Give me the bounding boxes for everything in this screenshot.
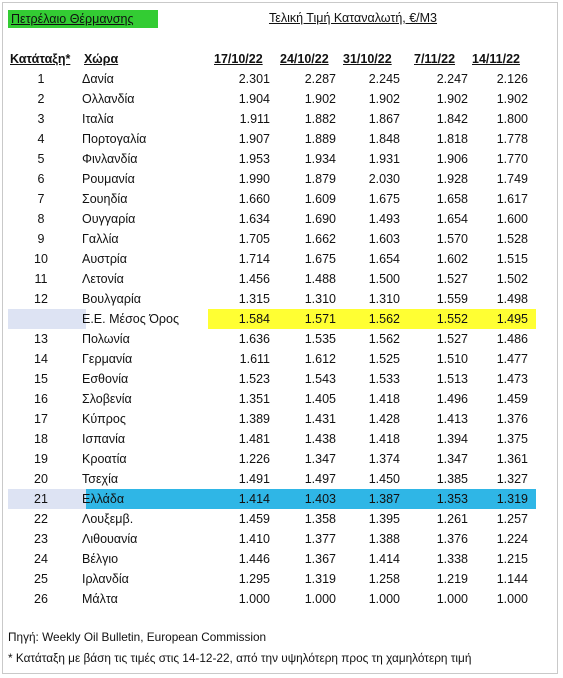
country-cell: Ε.Ε. Μέσος Όρος xyxy=(82,312,180,326)
price-cell: 1.310 xyxy=(368,292,400,306)
price-cell: 1.749 xyxy=(496,172,528,186)
price-cell: 1.367 xyxy=(304,552,336,566)
eu-average-row xyxy=(8,309,528,329)
price-cell: 1.459 xyxy=(496,392,528,406)
rank-cell: 8 xyxy=(37,212,45,226)
table-row xyxy=(8,529,528,549)
page-title: Πετρέλαιο Θέρμανσης xyxy=(8,10,158,28)
price-cell: 1.675 xyxy=(304,252,336,266)
rank-cell: 24 xyxy=(34,552,48,566)
price-cell: 1.315 xyxy=(238,292,270,306)
price-cell: 1.525 xyxy=(368,352,400,366)
rank-cell: 22 xyxy=(34,512,48,526)
price-cell: 1.904 xyxy=(238,92,270,106)
price-cell: 1.000 xyxy=(238,592,270,606)
table-row xyxy=(8,229,528,249)
price-cell: 1.527 xyxy=(436,272,468,286)
price-cell: 2.030 xyxy=(368,172,400,186)
rank-cell: 3 xyxy=(37,112,45,126)
country-cell: Ιρλανδία xyxy=(82,572,129,586)
price-cell: 1.431 xyxy=(304,412,336,426)
price-cell: 1.497 xyxy=(304,472,336,486)
country-cell: Γαλλία xyxy=(82,232,119,246)
rank-cell: 5 xyxy=(37,152,45,166)
price-cell: 1.327 xyxy=(496,472,528,486)
country-cell: Αυστρία xyxy=(82,252,127,266)
header-country: Χώρα xyxy=(84,52,119,66)
price-cell: 1.528 xyxy=(496,232,528,246)
price-cell: 1.562 xyxy=(368,312,400,326)
rank-cell: 13 xyxy=(34,332,48,346)
rank-cell: 25 xyxy=(34,572,48,586)
price-cell: 1.906 xyxy=(436,152,468,166)
price-cell: 1.258 xyxy=(368,572,400,586)
rank-cell: 10 xyxy=(34,252,48,266)
price-cell: 1.500 xyxy=(368,272,400,286)
table-row xyxy=(8,209,528,229)
price-cell: 1.882 xyxy=(304,112,336,126)
rank-cell: 4 xyxy=(37,132,45,146)
price-cell: 1.705 xyxy=(238,232,270,246)
price-cell: 1.654 xyxy=(436,212,468,226)
price-cell: 1.295 xyxy=(238,572,270,586)
table-row xyxy=(8,349,528,369)
price-cell: 1.902 xyxy=(304,92,336,106)
country-cell: Λουξεμβ. xyxy=(82,512,134,526)
price-cell: 1.562 xyxy=(368,332,400,346)
table-row xyxy=(8,449,528,469)
rank-cell: 21 xyxy=(34,492,48,506)
price-cell: 1.527 xyxy=(436,332,468,346)
price-cell: 1.438 xyxy=(304,432,336,446)
price-cell: 1.219 xyxy=(436,572,468,586)
price-cell: 1.617 xyxy=(496,192,528,206)
header-date-2: 24/10/22 xyxy=(280,52,329,66)
price-cell: 1.690 xyxy=(304,212,336,226)
country-cell: Μάλτα xyxy=(82,592,118,606)
rank-cell: 6 xyxy=(37,172,45,186)
greece-row xyxy=(8,489,528,509)
rank-cell: 19 xyxy=(34,452,48,466)
price-cell: 1.144 xyxy=(496,572,528,586)
price-cell: 1.319 xyxy=(304,572,336,586)
price-cell: 1.612 xyxy=(304,352,336,366)
price-cell: 1.990 xyxy=(238,172,270,186)
price-cell: 1.848 xyxy=(368,132,400,146)
price-cell: 1.658 xyxy=(436,192,468,206)
table-row xyxy=(8,289,528,309)
country-cell: Φινλανδία xyxy=(82,152,138,166)
price-cell: 1.867 xyxy=(368,112,400,126)
price-cell: 1.902 xyxy=(368,92,400,106)
price-cell: 1.570 xyxy=(436,232,468,246)
price-cell: 1.523 xyxy=(238,372,270,386)
price-cell: 1.634 xyxy=(238,212,270,226)
rank-cell: 2 xyxy=(37,92,45,106)
rank-cell: 1 xyxy=(37,72,45,86)
price-cell: 1.410 xyxy=(238,532,270,546)
country-cell: Λετονία xyxy=(82,272,124,286)
price-cell: 1.953 xyxy=(238,152,270,166)
price-cell: 1.902 xyxy=(436,92,468,106)
price-cell: 1.654 xyxy=(368,252,400,266)
rank-cell: 12 xyxy=(34,292,48,306)
price-cell: 2.126 xyxy=(496,72,528,86)
price-cell: 1.491 xyxy=(238,472,270,486)
price-cell: 1.552 xyxy=(436,312,468,326)
price-cell: 1.675 xyxy=(368,192,400,206)
table-row xyxy=(8,269,528,289)
price-cell: 1.405 xyxy=(304,392,336,406)
country-cell: Πορτογαλία xyxy=(82,132,147,146)
table-row xyxy=(8,589,528,609)
price-cell: 1.477 xyxy=(496,352,528,366)
source-note: Πηγή: Weekly Oil Bulletin, European Commission xyxy=(8,630,267,644)
price-cell: 1.403 xyxy=(304,492,336,506)
price-cell: 1.347 xyxy=(304,452,336,466)
price-cell: 1.842 xyxy=(436,112,468,126)
rank-cell: 26 xyxy=(34,592,48,606)
price-cell: 1.215 xyxy=(496,552,528,566)
price-cell: 1.385 xyxy=(436,472,468,486)
country-cell: Σλοβενία xyxy=(82,392,132,406)
price-cell: 2.301 xyxy=(238,72,270,86)
rank-cell: 17 xyxy=(34,412,48,426)
country-cell: Ιταλία xyxy=(82,112,114,126)
price-cell: 1.376 xyxy=(496,412,528,426)
price-cell: 1.515 xyxy=(496,252,528,266)
country-cell: Ολλανδία xyxy=(82,92,135,106)
price-cell: 1.389 xyxy=(238,412,270,426)
price-cell: 1.224 xyxy=(496,532,528,546)
price-cell: 1.636 xyxy=(238,332,270,346)
price-cell: 1.375 xyxy=(496,432,528,446)
price-cell: 2.245 xyxy=(368,72,400,86)
price-cell: 1.450 xyxy=(368,472,400,486)
header-date-4: 7/11/22 xyxy=(414,52,456,66)
price-cell: 1.934 xyxy=(304,152,336,166)
price-cell: 1.358 xyxy=(304,512,336,526)
table-row xyxy=(8,509,528,529)
price-cell: 1.486 xyxy=(496,332,528,346)
country-cell: Ελλάδα xyxy=(82,492,125,506)
table-row xyxy=(8,129,528,149)
rank-cell: 16 xyxy=(34,392,48,406)
price-cell: 1.498 xyxy=(496,292,528,306)
price-cell: 1.495 xyxy=(496,312,528,326)
price-cell: 1.889 xyxy=(304,132,336,146)
price-cell: 1.387 xyxy=(368,492,400,506)
country-cell: Κροατία xyxy=(82,452,127,466)
price-cell: 1.395 xyxy=(368,512,400,526)
header-date-5: 14/11/22 xyxy=(472,52,520,66)
table-row xyxy=(8,569,528,589)
price-cell: 1.543 xyxy=(304,372,336,386)
rank-cell: 18 xyxy=(34,432,48,446)
country-cell: Ρουμανία xyxy=(82,172,135,186)
price-cell: 1.319 xyxy=(496,492,528,506)
price-cell: 1.488 xyxy=(304,272,336,286)
country-cell: Βουλγαρία xyxy=(82,292,141,306)
price-cell: 1.818 xyxy=(436,132,468,146)
price-cell: 1.481 xyxy=(238,432,270,446)
rank-cell xyxy=(8,309,74,329)
price-cell: 1.414 xyxy=(238,492,270,506)
header-date-1: 17/10/22 xyxy=(214,52,263,66)
table-row xyxy=(8,549,528,569)
price-cell: 1.510 xyxy=(436,352,468,366)
price-cell: 1.513 xyxy=(436,372,468,386)
country-cell: Δανία xyxy=(82,72,114,86)
table-row xyxy=(8,429,528,449)
price-cell: 1.714 xyxy=(238,252,270,266)
price-cell: 1.662 xyxy=(304,232,336,246)
price-cell: 1.533 xyxy=(368,372,400,386)
price-cell: 1.770 xyxy=(496,152,528,166)
price-cell: 1.361 xyxy=(496,452,528,466)
price-cell: 1.446 xyxy=(238,552,270,566)
country-cell: Βέλγιο xyxy=(82,552,119,566)
price-cell: 1.907 xyxy=(238,132,270,146)
price-cell: 1.603 xyxy=(368,232,400,246)
price-cell: 1.347 xyxy=(436,452,468,466)
rank-cell: 11 xyxy=(34,272,48,286)
price-cell: 1.418 xyxy=(368,432,400,446)
price-cell: 2.247 xyxy=(436,72,468,86)
price-cell: 1.374 xyxy=(368,452,400,466)
price-cell: 1.000 xyxy=(496,592,528,606)
price-cell: 1.879 xyxy=(304,172,336,186)
table-row xyxy=(8,329,528,349)
price-cell: 1.778 xyxy=(496,132,528,146)
country-cell: Σουηδία xyxy=(82,192,128,206)
table-subtitle: Τελική Τιμή Καταναλωτή, €/M3 xyxy=(268,11,438,25)
table-row xyxy=(8,189,528,209)
table-row xyxy=(8,169,528,189)
rank-cell: 7 xyxy=(37,192,45,206)
rank-cell: 20 xyxy=(34,472,48,486)
price-cell: 1.496 xyxy=(436,392,468,406)
table-row xyxy=(8,149,528,169)
price-cell: 1.502 xyxy=(496,272,528,286)
price-cell: 1.000 xyxy=(368,592,400,606)
price-cell: 2.287 xyxy=(304,72,336,86)
price-cell: 1.257 xyxy=(496,512,528,526)
table-row xyxy=(8,89,528,109)
price-cell: 1.609 xyxy=(304,192,336,206)
price-cell: 1.928 xyxy=(436,172,468,186)
table-row xyxy=(8,409,528,429)
price-cell: 1.353 xyxy=(436,492,468,506)
table-row xyxy=(8,469,528,489)
price-cell: 1.493 xyxy=(368,212,400,226)
rank-cell: 9 xyxy=(37,232,45,246)
table-row xyxy=(8,109,528,129)
price-cell: 1.473 xyxy=(496,372,528,386)
price-cell: 1.602 xyxy=(436,252,468,266)
price-cell: 1.226 xyxy=(238,452,270,466)
country-cell: Γερμανία xyxy=(82,352,133,366)
price-cell: 1.584 xyxy=(238,312,270,326)
table-row xyxy=(8,249,528,269)
price-cell: 1.931 xyxy=(368,152,400,166)
country-cell: Ουγγαρία xyxy=(82,212,136,226)
price-cell: 1.377 xyxy=(304,532,336,546)
rank-cell: 23 xyxy=(34,532,48,546)
price-cell: 1.600 xyxy=(496,212,528,226)
price-cell: 1.261 xyxy=(436,512,468,526)
header-rank: Κατάταξη* xyxy=(10,52,71,66)
price-cell: 1.902 xyxy=(496,92,528,106)
table-row xyxy=(8,69,528,89)
country-cell: Τσεχία xyxy=(82,472,119,486)
table-row xyxy=(8,389,528,409)
rank-cell: 15 xyxy=(34,372,48,386)
country-cell: Κύπρος xyxy=(82,412,126,426)
price-cell: 1.611 xyxy=(239,352,270,366)
price-cell: 1.428 xyxy=(368,412,400,426)
footnote: * Κατάταξη με βάση τις τιμές στις 14-12-22, από την υψηλότερη προς τη χαμηλότερη τιμή xyxy=(8,651,472,665)
price-cell: 1.376 xyxy=(436,532,468,546)
price-cell: 1.418 xyxy=(368,392,400,406)
price-cell: 1.559 xyxy=(436,292,468,306)
country-cell: Εσθονία xyxy=(82,372,129,386)
price-cell: 1.338 xyxy=(436,552,468,566)
country-cell: Λιθουανία xyxy=(82,532,138,546)
price-cell: 1.459 xyxy=(238,512,270,526)
price-cell: 1.413 xyxy=(436,412,468,426)
country-cell: Ισπανία xyxy=(82,432,126,446)
table-row xyxy=(8,369,528,389)
price-cell: 1.394 xyxy=(436,432,468,446)
price-cell: 1.571 xyxy=(304,312,336,326)
price-cell: 1.414 xyxy=(368,552,400,566)
price-cell: 1.911 xyxy=(239,112,270,126)
price-cell: 1.456 xyxy=(238,272,270,286)
rank-cell: 14 xyxy=(34,352,48,366)
price-cell: 1.660 xyxy=(238,192,270,206)
country-cell: Πολωνία xyxy=(82,332,130,346)
price-cell: 1.000 xyxy=(304,592,336,606)
price-cell: 1.000 xyxy=(436,592,468,606)
price-cell: 1.351 xyxy=(238,392,270,406)
price-cell: 1.800 xyxy=(496,112,528,126)
price-cell: 1.310 xyxy=(304,292,336,306)
header-date-3: 31/10/22 xyxy=(343,52,392,66)
price-cell: 1.388 xyxy=(368,532,400,546)
price-cell: 1.535 xyxy=(304,332,336,346)
